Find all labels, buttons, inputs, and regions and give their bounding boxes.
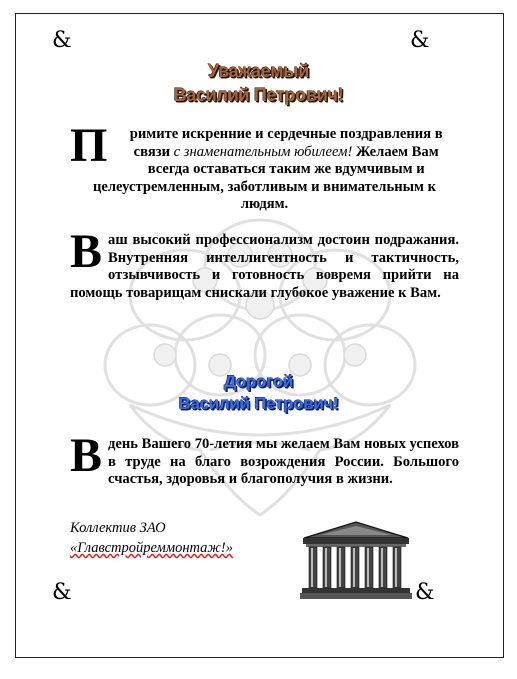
greeting-subtitle-line2: Василий Петрович! — [178, 394, 339, 413]
paragraph-text: день Вашего 70-летия мы желаем Вам новых успехов в труде на благо возрождения России. Большого счастья, здоровья и благополучия в жизни. — [108, 436, 459, 488]
greeting-title-line1: Уважаемый — [207, 61, 310, 81]
ampersand-ornament-icon: & — [410, 28, 430, 53]
paragraph-professionalism — [70, 225, 459, 302]
paragraph-congratulations — [70, 119, 459, 214]
paragraph-text: аш высокий профессионализм достоин подражания. Внутренняя интеллигентность и тактичность, отзывчивость и готовность вовремя прийти на помощь товарищам снискали глубокое уважение к Вам. — [70, 232, 459, 301]
ampersand-ornament-icon: & — [52, 580, 72, 605]
paragraph-text: Желаем Вам всегда оставаться таким же вдумчивым и целеустремленным, заботливым и внимательным к людям. — [92, 143, 439, 213]
ampersand-ornament-icon: & — [52, 28, 72, 53]
drop-cap: П — [70, 119, 108, 172]
greeting-title-line2: Василий Петрович! — [173, 85, 344, 105]
paragraph-italic-text: с знаменательным юбилеем! — [173, 143, 353, 160]
paragraph-anniversary-wishes — [70, 429, 459, 489]
drop-cap: В — [70, 225, 103, 278]
ampersand-ornament-icon: & — [415, 580, 435, 605]
paragraph-text: римите искренние и сердечные поздравления в связи — [129, 126, 443, 160]
temple-icon — [300, 520, 412, 600]
drop-cap: В — [70, 429, 103, 482]
signature-line1: Коллектив ЗАО — [70, 520, 166, 536]
greeting-subtitle-line1: Дорогой — [223, 372, 294, 391]
signature-line2: «Главстройреммонтаж!» — [70, 540, 233, 556]
signature — [70, 518, 233, 558]
